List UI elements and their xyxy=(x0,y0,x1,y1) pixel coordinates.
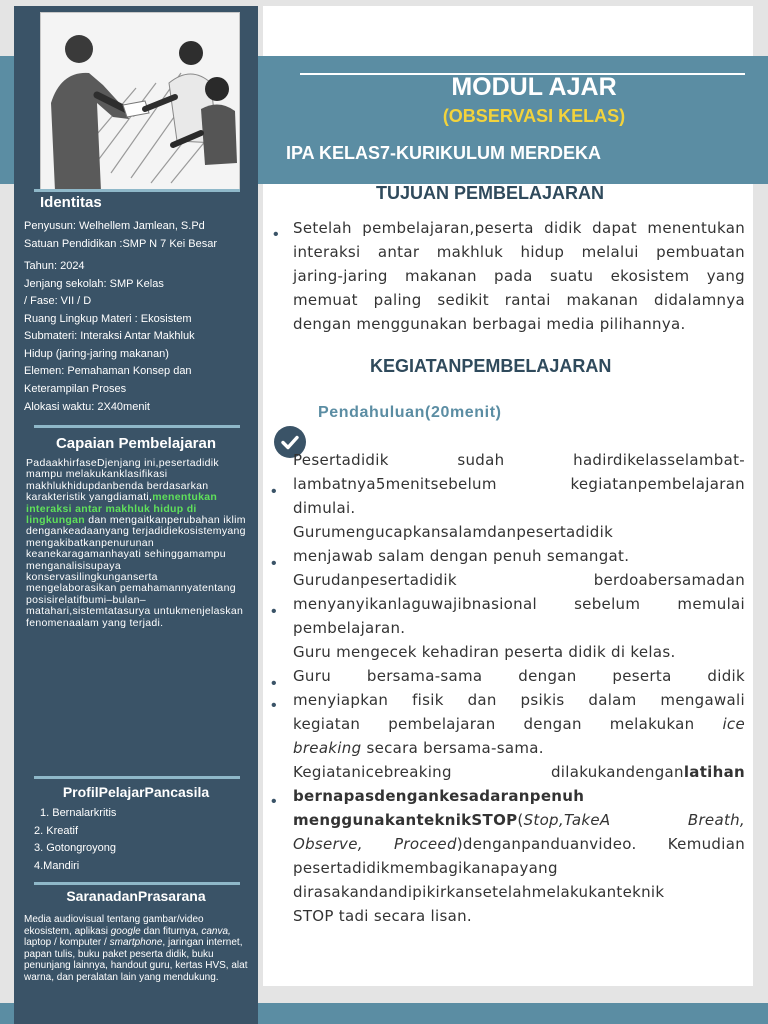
kegiatan-italic: Stop,TakeA Breath, xyxy=(523,811,745,829)
capaian-text xyxy=(26,458,248,629)
kegiatan-italic: breaking xyxy=(293,739,362,757)
pendahuluan-heading: Pendahuluan(20menit) xyxy=(318,404,502,421)
classroom-photo xyxy=(40,12,240,192)
kegiatan-line xyxy=(293,760,745,784)
kegiatan-bullet: • xyxy=(271,697,277,714)
tujuan-heading: TUJUAN PEMBELAJARAN xyxy=(376,183,605,203)
kegiatan-line: dirasakandandipikirkansetelahmelakukanteknik xyxy=(293,883,665,901)
tujuan-line: interaksi antar makhluk hidup melalui pembuatan xyxy=(293,243,745,261)
identitas-line: / Fase: VII / D xyxy=(24,295,92,307)
capaian-segment: PadaakhirfaseDjenjang ini,pesertadidik mampu melakukanklasifikasi makhlukhidupdanbenda berdasarkan karakteristik yangdiamati, xyxy=(26,457,219,504)
kegiatan-line xyxy=(293,736,745,760)
kegiatan-italic: ice xyxy=(722,715,745,733)
sarana-segment: laptop / komputer / xyxy=(24,937,110,949)
kegiatan-line: menjawab salam dengan penuh semangat. xyxy=(293,547,630,565)
kegiatan-segment: Kegiatanicebreaking dilakukandengan xyxy=(293,763,684,781)
kegiatan-line: menyiapkan fisik dan psikis dalam mengawali xyxy=(293,691,745,709)
capaian-highlight: menentukan interaksi antar makhluk hidup di lingkungan xyxy=(26,491,218,527)
kegiatan-line: Guru bersama-sama dengan peserta didik xyxy=(293,667,745,685)
kegiatan-line: pesertadidikmembagikanapayang xyxy=(293,859,558,877)
kegiatan-bullet: • xyxy=(271,603,277,620)
profil-heading: ProfilPelajarPancasila xyxy=(62,784,210,800)
kegiatan-italic: Observe, Proceed xyxy=(293,835,457,853)
kegiatan-line: Gurumengucapkansalamdanpesertadidik xyxy=(293,523,614,541)
kegiatan-heading: KEGIATANPEMBELAJARAN xyxy=(370,356,612,376)
sarana-segment: , jaringan internet, papan tulis, buku paket peserta didik, buku penunjang lainnya, handout guru, kertas HVS, alat warna, dan peralatan lain yang mendukung. xyxy=(24,937,248,983)
kegiatan-bold: latihan xyxy=(683,763,745,781)
kegiatan-segment: )denganpanduanvideo. Kemudian xyxy=(456,835,745,853)
profil-item: 3. Gotongroyong xyxy=(34,842,116,854)
kegiatan-line xyxy=(293,832,745,856)
tujuan-line: Setelah pembelajaran,peserta didik dapat menentukan xyxy=(293,219,745,237)
kegiatan-line: pembelajaran. xyxy=(293,619,406,637)
profil-item: 2. Kreatif xyxy=(34,825,79,837)
sarana-italic: canva, xyxy=(201,925,231,937)
kegiatan-line: Pesertadidik sudah hadirdikelasselambat- xyxy=(293,451,745,469)
identitas-line: Submateri: Interaksi Antar Makhluk xyxy=(24,330,195,342)
module-class-line: IPA KELAS7-KURIKULUM MERDEKA xyxy=(286,143,601,163)
section-bar xyxy=(34,882,240,885)
section-bar xyxy=(34,189,240,192)
identitas-line: Hidup (jaring-jaring makanan) xyxy=(24,348,169,360)
module-title: MODUL AJAR xyxy=(451,73,617,101)
sarana-heading: SaranadanPrasarana xyxy=(66,888,206,904)
kegiatan-text xyxy=(293,448,745,928)
identitas-line: Keterampilan Proses xyxy=(24,383,127,395)
kegiatan-bold: menggunakanteknikSTOP xyxy=(293,811,518,829)
identitas-line: Penyusun: Welhellem Jamlean, S.Pd xyxy=(24,220,205,232)
kegiatan-line: STOP tadi secara lisan. xyxy=(293,907,472,925)
identitas-line: Elemen: Pemahaman Konsep dan xyxy=(24,365,192,377)
sidebar xyxy=(14,6,258,1024)
kegiatan-line: dimulai. xyxy=(293,499,356,517)
kegiatan-line xyxy=(293,784,745,808)
kegiatan-bullet: • xyxy=(271,675,277,692)
identitas-line: Jenjang sekolah: SMP Kelas xyxy=(24,278,164,290)
kegiatan-bullet: • xyxy=(271,483,277,500)
kegiatan-segment: secara bersama-sama. xyxy=(361,739,544,757)
tujuan-line: dengan menggunakan berbagai media pilihannya. xyxy=(293,315,686,333)
sarana-italic: google xyxy=(110,925,141,937)
profil-item: 4.Mandiri xyxy=(34,860,80,872)
module-subtitle: (OBSERVASI KELAS) xyxy=(442,106,626,126)
kegiatan-line: Gurudanpesertadidik berdoabersamadan xyxy=(293,571,745,589)
identitas-line: Alokasi waktu: 2X40menit xyxy=(24,401,150,413)
identitas-heading: Identitas xyxy=(40,194,102,211)
sarana-segment: Media audiovisual tentang gambar/video ekosistem, aplikasi xyxy=(24,914,204,937)
tujuan-line: jaring-jaring makanan pada suatu ekosistem yang xyxy=(293,267,745,285)
sarana-segment: dan fiturnya, xyxy=(140,925,202,937)
capaian-segment: dan mengaitkanperubahan iklim dengankeadaanyang terjadidiekosistemyang mengakibatkanpenurunan keanekaragamanhayati sehinggamampu menganalisisupaya konservasilingkunganserta mengelaborasikan pemahamannyatentang posisirelatifbumi–bulan–matahari,sistemtatasurya untukmenjelaskan fenomenaalam yang terjadi. xyxy=(26,514,246,629)
kegiatan-line xyxy=(293,712,745,736)
sarana-italic: smartphone xyxy=(109,937,163,949)
capaian-heading: Capaian Pembelajaran xyxy=(55,435,217,452)
kegiatan-bullet: • xyxy=(271,555,277,572)
kegiatan-bold: bernapasdengankesadaranpenuh xyxy=(293,787,585,805)
identitas-line: Tahun: 2024 xyxy=(24,260,85,272)
kegiatan-segment: ( xyxy=(517,811,524,829)
profil-item: 1. Bernalarkritis xyxy=(40,807,117,819)
kegiatan-line: lambatnya5menitsebelum kegiatanpembelajaran xyxy=(293,475,745,493)
kegiatan-line: menyanyikanlaguwajibnasional sebelum memulai xyxy=(293,595,745,613)
kegiatan-segment: kegiatan pembelajaran dengan melakukan xyxy=(293,715,723,733)
identitas-line: Satuan Pendidikan :SMP N 7 Kei Besar xyxy=(24,238,218,250)
section-bar xyxy=(34,776,240,779)
tujuan-text xyxy=(293,216,745,336)
sarana-text xyxy=(24,914,254,984)
identitas-line: Ruang Lingkup Materi : Ekosistem xyxy=(24,313,192,325)
tujuan-line: memuat paling sedikit rantai makanan didalamnya xyxy=(293,291,745,309)
tujuan-bullet: • xyxy=(273,226,279,243)
section-bar xyxy=(34,425,240,428)
kegiatan-line xyxy=(293,808,745,832)
kegiatan-bullet: • xyxy=(271,793,277,810)
kegiatan-line: Guru mengecek kehadiran peserta didik di kelas. xyxy=(293,643,676,661)
